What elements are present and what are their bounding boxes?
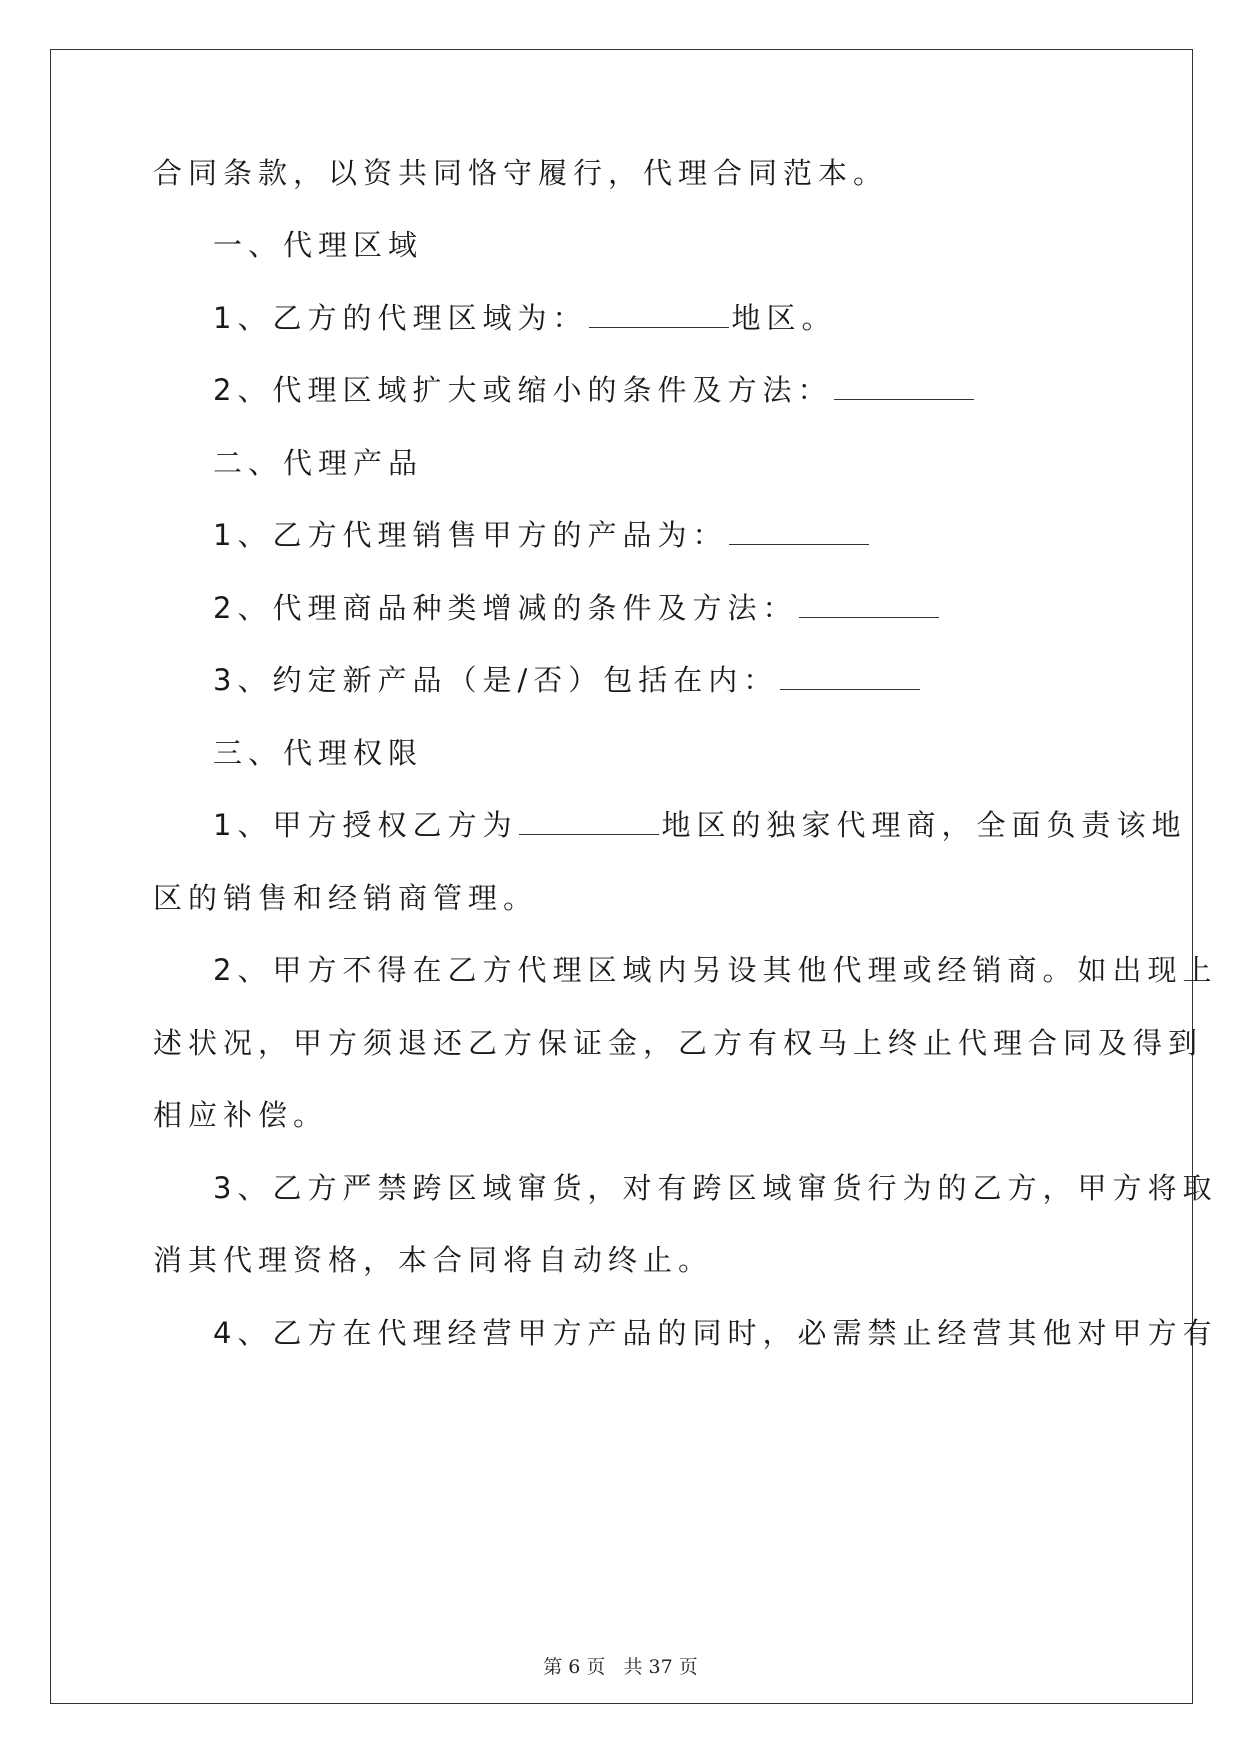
- text-line: 4、乙方在代理经营甲方产品的同时，必需禁止经营其他对甲方有: [213, 1316, 1218, 1350]
- blank-field[interactable]: [799, 591, 939, 618]
- text-span: 1、甲方授权乙方为: [213, 808, 518, 842]
- text-line: 消其代理资格，本合同将自动终止。: [153, 1243, 714, 1277]
- text-line: 合同条款，以资共同恪守履行，代理合同范本。: [153, 156, 889, 190]
- text-span: 地区的独家代理商，全面负责该地: [661, 808, 1187, 842]
- blank-field[interactable]: [780, 663, 920, 690]
- section-heading: 三、代理权限: [213, 736, 424, 770]
- text-span: 1、乙方代理销售甲方的产品为：: [213, 518, 728, 552]
- blank-field[interactable]: [519, 808, 659, 835]
- text-line: 2、甲方不得在乙方代理区域内另设其他代理或经销商。如出现上: [213, 953, 1218, 987]
- text-line: [213, 805, 1186, 845]
- text-line: [213, 515, 871, 555]
- text-line: 述状况，甲方须退还乙方保证金，乙方有权马上终止代理合同及得到: [153, 1026, 1204, 1060]
- text-span: 2、代理区域扩大或缩小的条件及方法：: [213, 373, 833, 407]
- text-line: 相应补偿。: [153, 1098, 329, 1132]
- text-line: [213, 660, 922, 700]
- section-heading: 二、代理产品: [213, 446, 424, 480]
- text-line: 3、乙方严禁跨区域窜货，对有跨区域窜货行为的乙方，甲方将取: [213, 1171, 1218, 1205]
- text-span: 2、代理商品种类增减的条件及方法：: [213, 591, 798, 625]
- total-pages: 共 37 页: [623, 1656, 698, 1678]
- text-line: 区的销售和经销商管理。: [153, 881, 539, 915]
- page-number: 第 6 页: [543, 1656, 606, 1678]
- text-span: 地区。: [731, 301, 837, 335]
- text-span: 3、约定新产品（是/否）包括在内：: [213, 663, 779, 697]
- blank-field[interactable]: [729, 518, 869, 545]
- text-line: [213, 298, 836, 338]
- text-line: [213, 370, 976, 410]
- text-span: 1、乙方的代理区域为：: [213, 301, 588, 335]
- section-heading: 一、代理区域: [213, 228, 424, 262]
- page-footer: [0, 1652, 1241, 1679]
- text-line: [213, 588, 941, 628]
- blank-field[interactable]: [834, 373, 974, 400]
- blank-field[interactable]: [589, 301, 729, 328]
